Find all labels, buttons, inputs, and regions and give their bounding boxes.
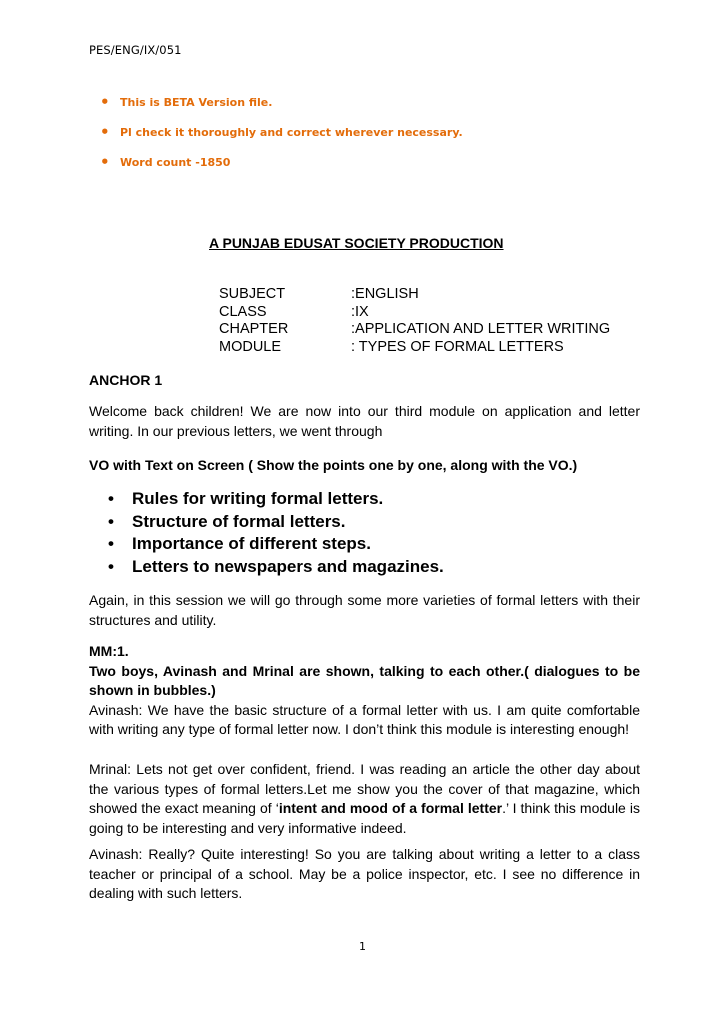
mrinal-dialogue: [89, 760, 640, 838]
key-point: [108, 556, 444, 579]
meta-key: SUBJECT: [219, 286, 286, 302]
production-title: A PUNJAB EDUSAT SOCIETY PRODUCTION: [209, 235, 504, 251]
document-code: PES/ENG/IX/051: [89, 43, 182, 57]
meta-row: [219, 304, 610, 322]
bullet-icon: •: [108, 489, 114, 508]
beta-note-text: Word count -1850: [120, 156, 231, 169]
beta-note-text: This is BETA Version file.: [120, 96, 273, 109]
key-point-text: Importance of different steps.: [132, 534, 371, 553]
vo-heading: VO with Text on Screen ( Show the points one by one, along with the VO.): [89, 457, 578, 473]
mrinal-text: Mrinal: Lets not get over confident, friend. I was reading an article the other day about the various types of formal letters.Let me show you the cover of that magazine, which showed the exact meaning of ‘: [89, 761, 640, 816]
mm-heading: MM:1.: [89, 643, 129, 659]
welcome-paragraph: Welcome back children! We are now into our third module on application and letter writing. In our previous letters, we went through: [89, 403, 640, 439]
beta-note: [100, 155, 463, 185]
meta-row: [219, 286, 610, 304]
beta-notes-list: [100, 95, 463, 185]
beta-note: [100, 95, 463, 125]
again-paragraph: Again, in this session we will go through some more varieties of formal letters with their structures and utility.: [89, 592, 640, 628]
meta-key: CHAPTER: [219, 321, 289, 337]
mrinal-emphasis: intent and mood of a formal letter: [278, 800, 503, 816]
beta-note-text: Pl check it thoroughly and correct wherever necessary.: [120, 126, 463, 139]
mm-section: [89, 642, 640, 740]
key-point-text: Structure of formal letters.: [132, 511, 346, 531]
key-points-list: [108, 488, 444, 578]
mm-description: Two boys, Avinash and Mrinal are shown, talking to each other.( dialogues to be shown in bubbles.): [89, 662, 640, 698]
anchor-heading: ANCHOR 1: [89, 372, 163, 388]
bullet-icon: •: [100, 93, 110, 111]
meta-row: [219, 321, 610, 339]
avinash-dialogue-1: Avinash: We have the basic structure of a formal letter with us. I am quite comfortable with writing any type of formal letter now. I don’t think this module is interesting enough!: [89, 701, 640, 737]
page-number: 1: [359, 940, 366, 953]
meta-key: MODULE: [219, 338, 282, 355]
meta-table: [219, 286, 610, 356]
key-point-text: Rules for writing formal letters.: [132, 489, 384, 508]
bullet-icon: •: [108, 556, 114, 576]
mrinal-text-end: .’ I think this module is going to be interesting and very informative indeed.: [89, 800, 640, 836]
key-point: [108, 511, 444, 534]
meta-key: CLASS: [219, 303, 267, 320]
bullet-icon: •: [108, 534, 114, 553]
meta-value: : TYPES OF FORMAL LETTERS: [351, 338, 564, 355]
key-point: [108, 533, 444, 556]
bullet-icon: •: [100, 123, 110, 141]
bullet-icon: •: [108, 511, 114, 531]
key-point-text: Letters to newspapers and magazines.: [132, 556, 444, 576]
meta-value: :IX: [351, 303, 369, 320]
meta-row: [219, 339, 610, 357]
meta-value: :APPLICATION AND LETTER WRITING: [351, 321, 611, 337]
beta-note: [100, 125, 463, 155]
avinash-dialogue-2: Avinash: Really? Quite interesting! So you are talking about writing a letter to a class teacher or principal of a school. May be a police inspector, etc. I see no difference in dealing with such letters.: [89, 846, 640, 901]
bullet-icon: •: [100, 153, 110, 171]
key-point: [108, 488, 444, 511]
meta-value: :ENGLISH: [351, 286, 419, 302]
